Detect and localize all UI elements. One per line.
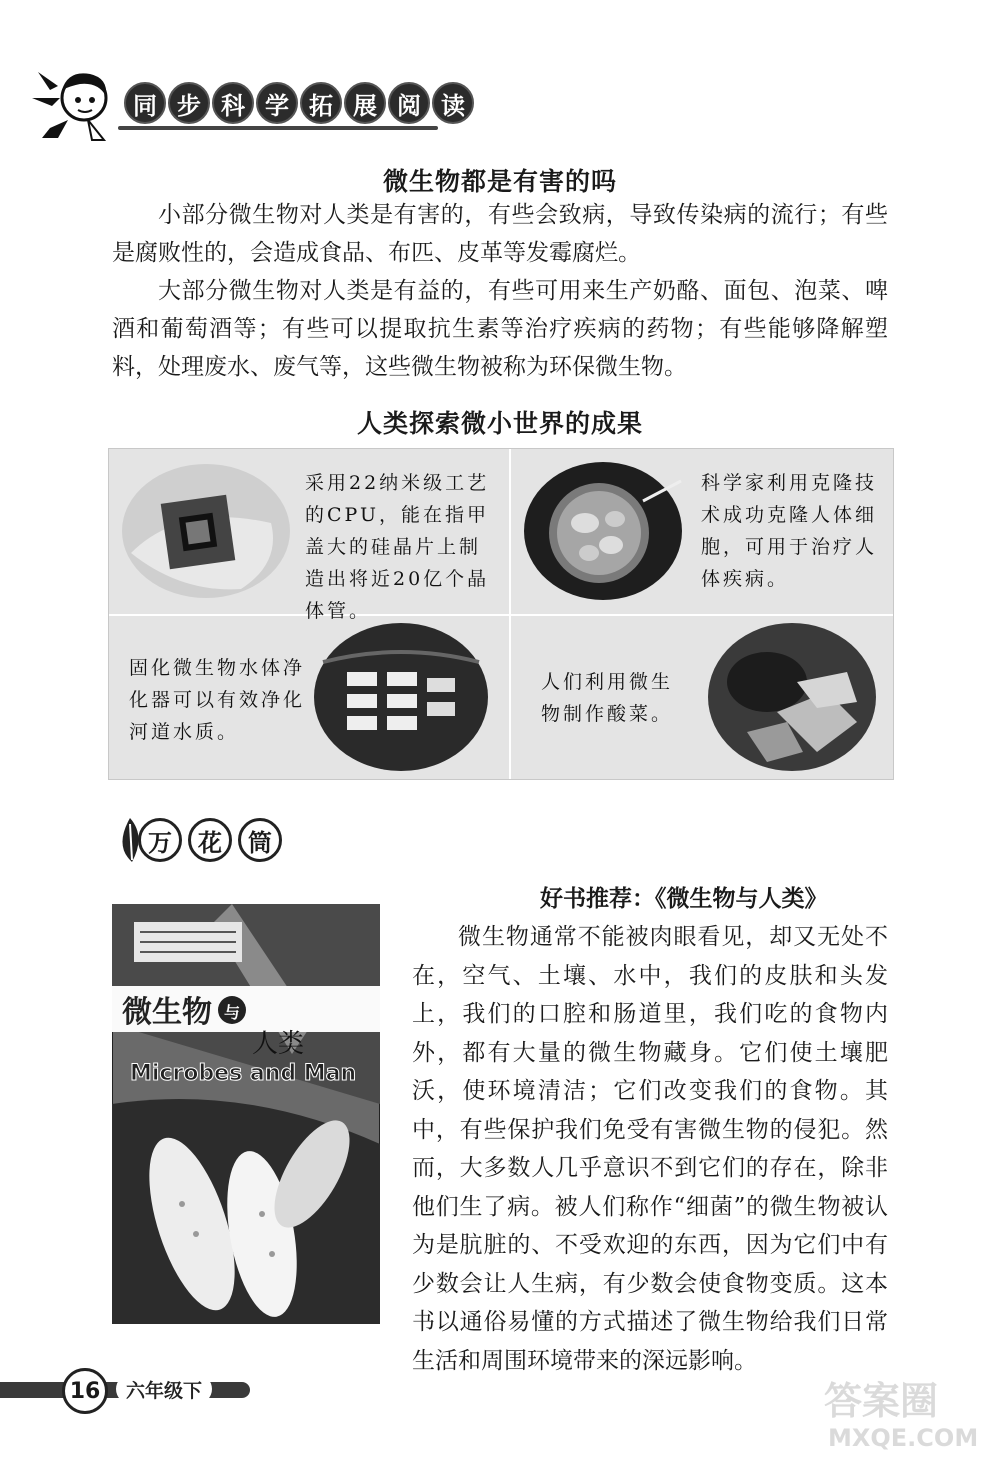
kaleidoscope-heading [110,806,270,876]
cover-subtitle: Microbes and Man [130,1061,357,1086]
achievement-pickles [511,616,901,779]
section-title-achievements: 人类探索微小世界的成果 [356,409,643,438]
cpu-chip-photo [121,463,291,599]
page-header [28,68,465,148]
caption-pickles: 人们利用微生物制作酸菜。 [541,671,674,725]
watermark-text: 答案圈 [824,1379,939,1423]
cover-title-main: 微生物 [122,995,212,1030]
book-description: 微生物通常不能被肉眼看见，却又无处不在，空气、土壤、水中，我们的皮肤和头发上，我们的口腔和肠道里，我们吃的食物内外，都有大量的微生物藏身。它们使土壤肥沃，使环境清洁；它们改变我们的食物。其中，有些保护我们免受有害微生物的侵犯。然而，大多数人几乎意识不到它们的存在，除非他们生了病。被人们称作“细菌”的微生物被认为是肮脏的、不受欢迎的东西，因为它们中有少数会让人生病，有少数会使食物变质。这本书以通俗易懂的方式描述了微生物给我们日常生活和周围环境带来的深远影响。 [412,924,888,1374]
banner-char: 拓 [300,82,342,124]
header-rule [118,126,438,130]
pickled-vegetable-photo [707,622,877,772]
paragraph-beneficial: 大部分微生物对人类是有益的，有些可用来生产奶酪、面包、泡菜、啤酒和葡萄酒等；有些可以提取抗生素等治疗疾病的药物；有些能够降解塑料，处理废水、废气等，这些微生物被称为环保微生物。 [112,278,888,380]
water-purifier-photo [313,622,489,772]
banner-char: 展 [344,82,386,124]
caption-clone: 科学家利用克隆技术成功克隆人体细胞，可用于治疗人体疾病。 [701,472,878,590]
book-cover-image [112,904,380,1324]
achievement-purifier [109,616,499,779]
watermark-url: MXQE.COM [828,1424,979,1452]
cover-title-end: 人类 [252,1029,305,1059]
caption-cpu: 采用22纳米级工艺的CPU，能在指甲盖大的硅晶片上制造出将近20亿个晶体管。 [305,472,490,622]
achievement-clone [511,449,901,612]
banner-char: 读 [432,82,474,124]
book-recommendation-title: 好书推荐：《微生物与人类》 [540,886,828,912]
banner-char: 科 [212,82,254,124]
caption-purifier: 固化微生物水体净化器可以有效净化河道水质。 [129,657,306,743]
section-title-harmful: 微生物都是有害的吗 [382,167,617,196]
page-number: 16 [62,1368,108,1414]
paragraph-harmful: 小部分微生物对人类是有害的，有些会致病，导致传染病的流行；有些是腐败性的，会造成食品、布匹、皮革等发霉腐烂。 [112,202,888,266]
cloned-cell-photo [523,461,683,601]
site-watermark [820,1372,990,1452]
kaleidoscope-char: 筒 [238,818,282,862]
banner-char: 学 [256,82,298,124]
banner-char: 步 [168,82,210,124]
kaleidoscope-char: 万 [138,818,182,862]
kaleidoscope-char: 花 [188,818,232,862]
achievement-cpu [109,449,499,622]
achievements-panel [108,448,894,780]
mascot-icon [28,68,120,146]
grade-label: 六年级下 [116,1374,212,1404]
banner-char: 阅 [388,82,430,124]
cover-title-conj: 与 [224,1003,241,1022]
kaleidoscope-title [138,818,282,862]
page-footer [0,1368,260,1408]
banner-char: 同 [124,82,166,124]
series-title-banner [124,82,474,120]
